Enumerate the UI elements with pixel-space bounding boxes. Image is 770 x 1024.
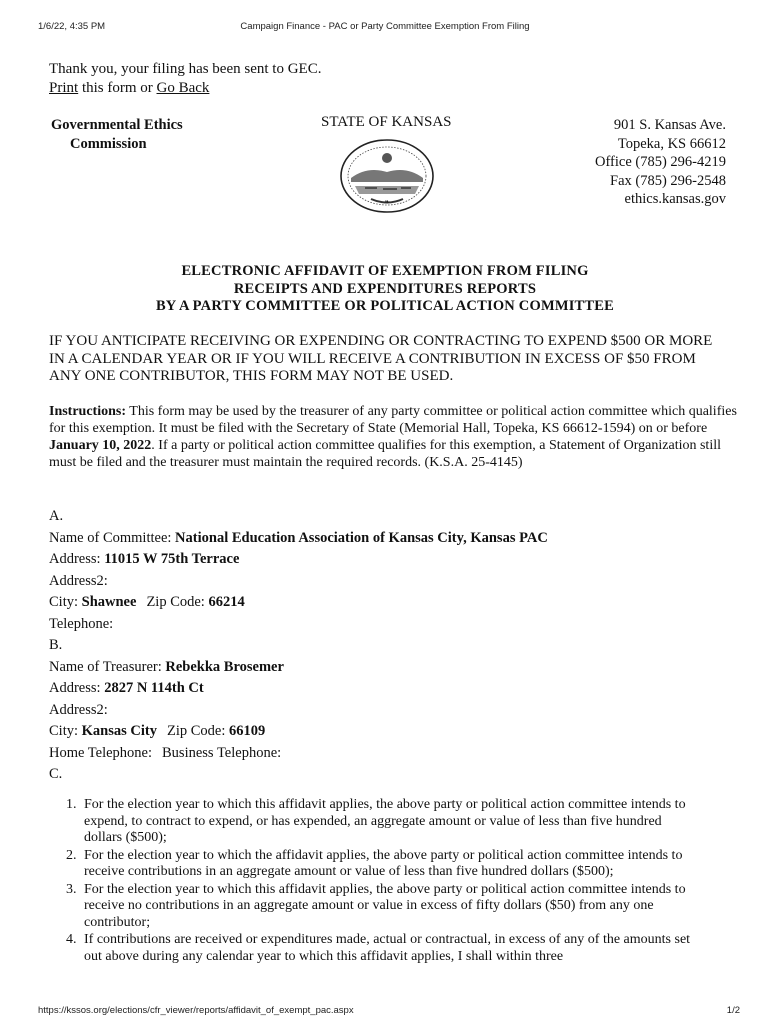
confirmation-block — [49, 60, 321, 98]
agency-contact — [595, 116, 726, 209]
form-title-line-1: ELECTRONIC AFFIDAVIT OF EXEMPTION FROM FILING — [181, 263, 589, 279]
kansas-state-seal-icon — [337, 136, 437, 216]
list-item: 2. For the election year to which the affidavit applies, the above party or political action committee intends to receive contributions in an aggregate amount or value of less than five hundred dollars ($500); — [66, 847, 683, 879]
treasurer-address-value: 2827 N 114th Ct — [104, 680, 204, 696]
agency-line-1: Governmental Ethics — [51, 117, 183, 133]
confirmation-message: Thank you, your filing has been sent to GEC. — [49, 61, 322, 77]
committee-address-row: Address: 11015 W 75th Terrace — [49, 551, 240, 567]
committee-details — [49, 506, 739, 786]
instructions-text-2: . If a party or political action committee qualifies for this exemption, a Statement of Organization still must be filed and the treasurer must maintain the required records. (K.S.A. 25-4145) — [49, 438, 721, 470]
instructions — [49, 403, 739, 471]
treasurer-name-value: Rebekka Brosemer — [165, 658, 284, 675]
treasurer-name-row: Name of Treasurer: Rebekka Brosemer — [49, 658, 284, 675]
treasurer-city-zip-row: City: Kansas City Zip Code: 66109 — [49, 723, 266, 739]
treasurer-phones-row: Home Telephone: Business Telephone: — [49, 744, 282, 761]
committee-address-value: 11015 W 75th Terrace — [104, 551, 240, 567]
committee-name-row: Name of Committee: National Education Association of Kansas City, Kansas PAC — [49, 529, 548, 546]
instructions-label: Instructions: — [49, 404, 127, 419]
committee-zip-value: 66214 — [208, 594, 245, 610]
section-b-letter: B. — [49, 637, 63, 653]
committee-city-value: Shawnee — [81, 594, 137, 610]
section-c-letter: C. — [49, 766, 63, 782]
treasurer-city-value: Kansas City — [81, 723, 157, 739]
print-link[interactable]: Print — [49, 80, 79, 96]
eligibility-warning: IF YOU ANTICIPATE RECEIVING OR EXPENDING OR CONTRACTING TO EXPEND $500 OR MORE IN A CALENDAR YEAR OR IF YOU WILL RECEIVE A CONTRIBUTION IN EXCESS OF $50 FROM ANY ONE CONTRIBUTOR, THIS FORM MAY NOT BE USED. — [49, 333, 713, 384]
form-title-line-2: RECEIPTS AND EXPENDITURES REPORTS — [233, 280, 537, 297]
website: ethics.kansas.gov — [624, 191, 726, 207]
print-datetime: 1/6/22, 4:35 PM — [38, 21, 106, 32]
address-city: Topeka, KS 66612 — [617, 135, 726, 152]
form-title — [0, 263, 770, 316]
go-back-link[interactable]: Go Back — [156, 80, 210, 96]
committee-address2-row: Address2: — [49, 572, 108, 589]
form-title-line-3: BY A PARTY COMMITTEE OR POLITICAL ACTION COMMITTEE — [155, 298, 615, 314]
agency-name — [51, 116, 183, 154]
confirmation-middle-text: this form or — [78, 80, 157, 96]
treasurer-address2-row: Address2: — [49, 701, 108, 718]
filing-deadline: January 10, 2022 — [49, 438, 152, 453]
committee-city-zip-row: City: Shawnee Zip Code: 66214 — [49, 594, 245, 610]
committee-name-value: National Education Association of Kansas City, Kansas PAC — [175, 529, 548, 546]
instructions-text-1: This form may be used by the treasurer of any party committee or political action committee which qualifies for this exemption. It must be filed with the Secretary of State (Memorial Hall, Topeka, KS 66612-1594) on or before — [49, 404, 737, 436]
address-street: 901 S. Kansas Ave. — [613, 117, 726, 133]
treasurer-address-row: Address: 2827 N 114th Ct — [49, 680, 204, 696]
list-item: 1. For the election year to which this affidavit applies, the above party or political action committee intends to expend, to contract to expend, or has expended, an aggregate amount or value of less than five hundred dollars ($500); — [66, 797, 686, 845]
page-number: 1/2 — [726, 1005, 740, 1016]
committee-telephone-row: Telephone: — [49, 615, 114, 632]
office-phone: Office (785) 296-4219 — [594, 154, 726, 170]
state-heading: STATE OF KANSAS — [321, 114, 452, 130]
treasurer-zip-value: 66109 — [229, 723, 266, 739]
agency-line-2: Commission — [70, 136, 147, 152]
list-item: 4. If contributions are received or expenditures made, actual or contractual, in excess of any of the amounts set out above during any calendar year to which this affidavit applies, I shall within three — [66, 932, 691, 964]
affidavit-statements — [66, 797, 696, 966]
list-item: 3. For the election year to which this affidavit applies, the above party or political action committee intends to receive no contributions in an aggregate amount or value in excess of fifty dollars ($50) from any one contributor; — [66, 881, 686, 930]
print-page-title: Campaign Finance - PAC or Party Committee Exemption From Filing — [240, 21, 530, 32]
print-url: https://kssos.org/elections/cfr_viewer/reports/affidavit_of_exempt_pac.aspx — [38, 1005, 354, 1016]
fax-number: Fax (785) 296-2548 — [610, 172, 726, 189]
section-a-letter: A. — [49, 508, 64, 524]
svg-text:❧: ❧ — [384, 198, 390, 206]
